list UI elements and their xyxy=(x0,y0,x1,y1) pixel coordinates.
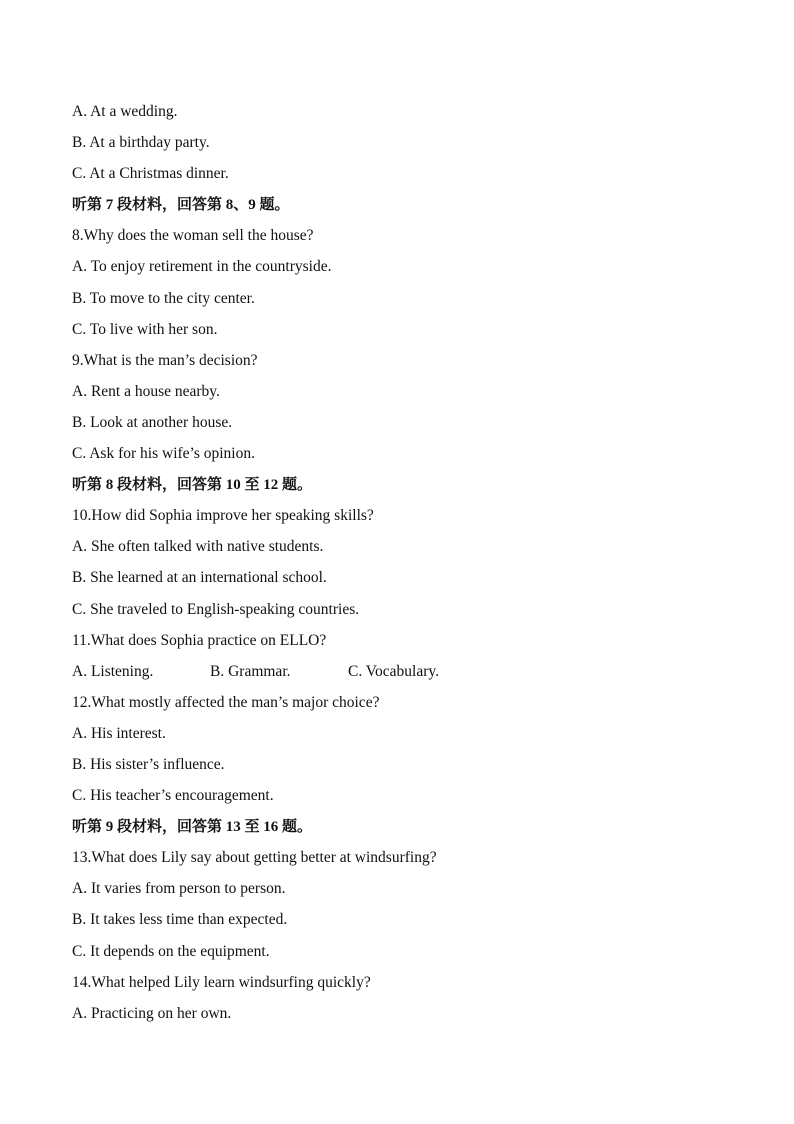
question-9-option-a: A. Rent a house nearby. xyxy=(72,382,220,400)
question-8-option-b: B. To move to the city center. xyxy=(72,289,255,307)
question-9-option-b: B. Look at another house. xyxy=(72,413,233,431)
question-8-option-c: C. To live with her son. xyxy=(72,320,218,338)
question-11-option-b: B. Grammar. xyxy=(210,662,291,680)
question-14-option-a: A. Practicing on her own. xyxy=(72,1004,232,1022)
question-9-option-c: C. Ask for his wife’s opinion. xyxy=(72,445,255,463)
question-13: 13.What does Lily say about getting better at windsurfing? xyxy=(72,849,437,867)
section-heading-9: 听第 9 段材料，回答第 13 至 16 题。 xyxy=(72,819,313,836)
question-12-option-b: B. His sister’s influence. xyxy=(72,755,225,773)
question-10: 10.How did Sophia improve her speaking skills? xyxy=(72,507,374,525)
question-13-option-c: C. It depends on the equipment. xyxy=(72,942,270,960)
question-13-option-a: A. It varies from person to person. xyxy=(72,880,286,898)
question-12: 12.What mostly affected the man’s major choice? xyxy=(72,693,380,711)
option-b-line: B. At a birthday party. xyxy=(72,134,210,152)
section-heading-8: 听第 8 段材料，回答第 10 至 12 题。 xyxy=(72,477,313,494)
exam-page xyxy=(72,100,752,1033)
question-11-options-row xyxy=(72,660,752,691)
question-13-option-b: B. It takes less time than expected. xyxy=(72,911,288,929)
section-heading-7: 听第 7 段材料，回答第 8、9 题。 xyxy=(72,197,290,214)
question-14: 14.What helped Lily learn windsurfing quickly? xyxy=(72,973,371,991)
question-12-option-c: C. His teacher’s encouragement. xyxy=(72,787,274,805)
question-8-option-a: A. To enjoy retirement in the countryside. xyxy=(72,258,332,276)
option-c-line: C. At a Christmas dinner. xyxy=(72,165,229,183)
question-10-option-b: B. She learned at an international school. xyxy=(72,569,327,587)
question-12-option-a: A. His interest. xyxy=(72,724,166,742)
question-11-option-a: A. Listening. xyxy=(72,662,154,680)
question-11-option-c: C. Vocabulary. xyxy=(348,662,439,680)
question-10-option-c: C. She traveled to English-speaking countries. xyxy=(72,600,360,618)
question-9: 9.What is the man’s decision? xyxy=(72,351,258,369)
question-8: 8.Why does the woman sell the house? xyxy=(72,227,314,245)
question-11: 11.What does Sophia practice on ELLO? xyxy=(72,631,327,649)
question-10-option-a: A. She often talked with native students. xyxy=(72,538,324,556)
option-a-line: A. At a wedding. xyxy=(72,103,178,120)
